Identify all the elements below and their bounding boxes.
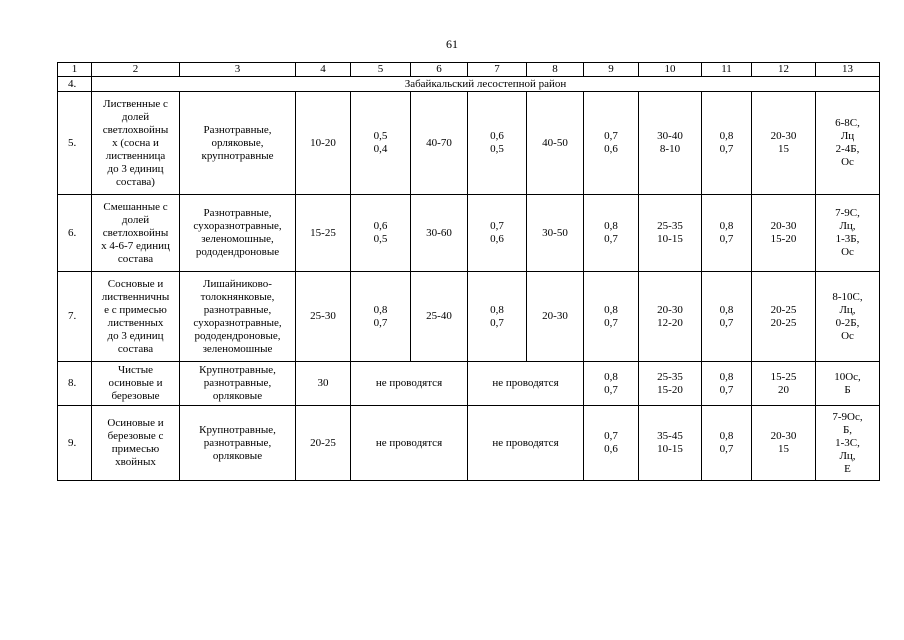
row-number: 7.	[58, 272, 92, 362]
header-cell: 1	[58, 63, 92, 77]
header-cell: 3	[180, 63, 296, 77]
data-cell: 0,8 0,7	[584, 362, 639, 406]
page-number: 61	[446, 37, 458, 51]
data-cell: 10-20	[296, 92, 351, 195]
data-cell: 0,8 0,7	[702, 272, 752, 362]
forest-group-cell: Крупнотравные, разнотравные, орляковые	[180, 362, 296, 406]
data-cell: 0,7 0,6	[584, 92, 639, 195]
data-cell: 0,8 0,7	[702, 92, 752, 195]
merged-cell: не проводятся	[468, 362, 584, 406]
table-row	[58, 362, 880, 406]
data-cell: 30-40 8-10	[639, 92, 702, 195]
data-cell: 0,8 0,7	[468, 272, 527, 362]
data-cell: 0,6 0,5	[468, 92, 527, 195]
table-row	[58, 195, 880, 272]
forest-type-cell: Осиновые и березовые с примесью хвойных	[92, 406, 180, 481]
forest-type-cell: Сосновые и лиственничны е с примесью лиственных до 3 единиц состава	[92, 272, 180, 362]
composition-cell: 7-9С, Лц, 1-3Б, Ос	[816, 195, 880, 272]
composition-cell: 6-8С, Лц 2-4Б, Ос	[816, 92, 880, 195]
data-cell: 25-40	[411, 272, 468, 362]
data-cell: 25-35 15-20	[639, 362, 702, 406]
data-cell: 0,7 0,6	[468, 195, 527, 272]
row-number: 6.	[58, 195, 92, 272]
forest-group-cell: Лишайниково- толокнянковые, разнотравные, сухоразнотравные, рододендроновые, зеленомошные	[180, 272, 296, 362]
data-cell: 0,8 0,7	[702, 362, 752, 406]
table-row	[58, 92, 880, 195]
merged-cell: не проводятся	[351, 406, 468, 481]
forest-type-cell: Лиственные с долей светлохвойны х (сосна и лиственница до 3 единиц состава)	[92, 92, 180, 195]
header-cell: 12	[752, 63, 816, 77]
forestry-table	[57, 62, 880, 481]
column-number-row	[58, 63, 880, 77]
header-cell: 9	[584, 63, 639, 77]
data-cell: 30	[296, 362, 351, 406]
table-row	[58, 406, 880, 481]
region-row	[58, 77, 880, 92]
header-cell: 8	[527, 63, 584, 77]
row-number: 9.	[58, 406, 92, 481]
data-cell: 15-25 20	[752, 362, 816, 406]
data-cell: 40-50	[527, 92, 584, 195]
data-cell: 0,8 0,7	[584, 272, 639, 362]
region-title: Забайкальский лесостепной район	[92, 77, 880, 92]
data-cell: 20-25 20-25	[752, 272, 816, 362]
header-cell: 11	[702, 63, 752, 77]
row-number: 5.	[58, 92, 92, 195]
forest-type-cell: Чистые осиновые и березовые	[92, 362, 180, 406]
data-cell: 35-45 10-15	[639, 406, 702, 481]
composition-cell: 10Ос, Б	[816, 362, 880, 406]
data-cell: 40-70	[411, 92, 468, 195]
row-number: 8.	[58, 362, 92, 406]
forest-group-cell: Разнотравные, орляковые, крупнотравные	[180, 92, 296, 195]
data-cell: 0,6 0,5	[351, 195, 411, 272]
forest-group-cell: Крупнотравные, разнотравные, орляковые	[180, 406, 296, 481]
forest-type-cell: Смешанные с долей светлохвойны х 4-6-7 единиц состава	[92, 195, 180, 272]
region-number: 4.	[58, 77, 92, 92]
data-cell: 15-25	[296, 195, 351, 272]
header-cell: 5	[351, 63, 411, 77]
table-row	[58, 272, 880, 362]
header-cell: 6	[411, 63, 468, 77]
merged-cell: не проводятся	[351, 362, 468, 406]
data-cell: 20-30	[527, 272, 584, 362]
composition-cell: 8-10С, Лц, 0-2Б, Ос	[816, 272, 880, 362]
data-cell: 0,8 0,7	[351, 272, 411, 362]
merged-cell: не проводятся	[468, 406, 584, 481]
header-cell: 10	[639, 63, 702, 77]
header-cell: 13	[816, 63, 880, 77]
header-cell: 7	[468, 63, 527, 77]
data-cell: 0,5 0,4	[351, 92, 411, 195]
composition-cell: 7-9Ос, Б, 1-3С, Лц, Е	[816, 406, 880, 481]
data-cell: 25-30	[296, 272, 351, 362]
data-cell: 30-50	[527, 195, 584, 272]
data-cell: 20-30 15-20	[752, 195, 816, 272]
data-cell: 0,8 0,7	[702, 406, 752, 481]
data-cell: 20-30 15	[752, 406, 816, 481]
header-cell: 2	[92, 63, 180, 77]
header-cell: 4	[296, 63, 351, 77]
data-cell: 30-60	[411, 195, 468, 272]
forest-group-cell: Разнотравные, сухоразнотравные, зеленомошные, рододендроновые	[180, 195, 296, 272]
data-cell: 0,7 0,6	[584, 406, 639, 481]
data-cell: 0,8 0,7	[702, 195, 752, 272]
data-cell: 20-30 15	[752, 92, 816, 195]
data-cell: 0,8 0,7	[584, 195, 639, 272]
data-cell: 20-25	[296, 406, 351, 481]
data-cell: 25-35 10-15	[639, 195, 702, 272]
data-cell: 20-30 12-20	[639, 272, 702, 362]
